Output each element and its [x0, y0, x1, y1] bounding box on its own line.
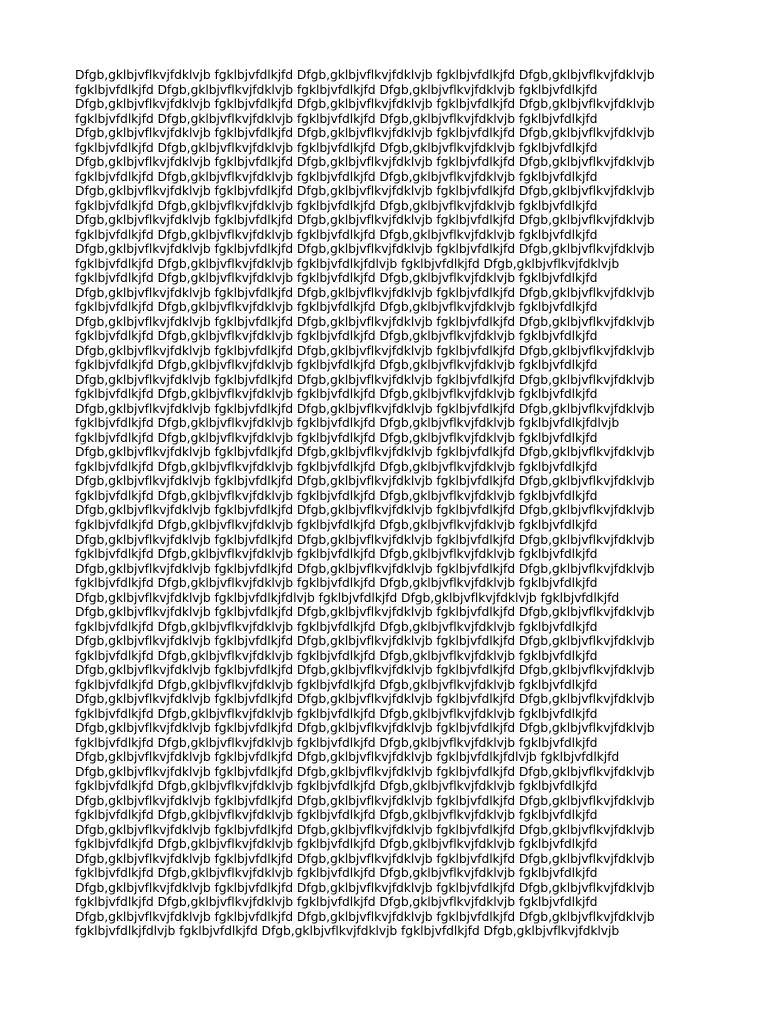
text-line: Dfgb,gklbjvflkvjfdklvjb fgklbjvfdlkjfd Dfgb,gklbjvflkvjfdklvjb fgklbjvfdlkjfd Dfgb,gklbjvflkvjfdklvjb: [75, 444, 655, 460]
text-line: fgklbjvfdlkjfd Dfgb,gklbjvflkvjfdklvjb fgklbjvfdlkjfd Dfgb,gklbjvflkvjfdklvjb fgklbjvfdlkjfd: [75, 546, 598, 562]
text-line: fgklbjvfdlkjfdlvjb fgklbjvfdlkjfd Dfgb,gklbjvflkvjfdklvjb fgklbjvfdlkjfd Dfgb,gklbjvflkvjfdklvjb: [75, 923, 620, 939]
text-line: fgklbjvfdlkjfd Dfgb,gklbjvflkvjfdklvjb fgklbjvfdlkjfd Dfgb,gklbjvflkvjfdklvjb fgklbjvfdlkjfd: [75, 778, 598, 794]
text-line: fgklbjvfdlkjfd Dfgb,gklbjvflkvjfdklvjb fgklbjvfdlkjfd Dfgb,gklbjvflkvjfdklvjb fgklbjvfdlkjfd: [75, 226, 598, 242]
text-line: Dfgb,gklbjvflkvjfdklvjb fgklbjvfdlkjfd Dfgb,gklbjvflkvjfdklvjb fgklbjvfdlkjfd Dfgb,gklbjvflkvjfdklvjb: [75, 400, 655, 416]
text-line: fgklbjvfdlkjfd Dfgb,gklbjvflkvjfdklvjb fgklbjvfdlkjfd Dfgb,gklbjvflkvjfdklvjb fgklbjvfdlkjfd: [75, 270, 598, 286]
text-line: fgklbjvfdlkjfd Dfgb,gklbjvflkvjfdklvjb fgklbjvfdlkjfd Dfgb,gklbjvflkvjfdklvjb fgklbjvfdlkjfdlvjb: [75, 415, 620, 431]
text-line: fgklbjvfdlkjfd Dfgb,gklbjvflkvjfdklvjb fgklbjvfdlkjfdlvjb fgklbjvfdlkjfd Dfgb,gklbjvflkvjfdklvjb: [75, 255, 620, 271]
text-line: Dfgb,gklbjvflkvjfdklvjb fgklbjvfdlkjfd Dfgb,gklbjvflkvjfdklvjb fgklbjvfdlkjfd Dfgb,gklbjvflkvjfdklvjb: [75, 502, 655, 518]
text-line: fgklbjvfdlkjfd Dfgb,gklbjvflkvjfdklvjb fgklbjvfdlkjfd Dfgb,gklbjvflkvjfdklvjb fgklbjvfdlkjfd: [75, 705, 598, 721]
text-line: Dfgb,gklbjvflkvjfdklvjb fgklbjvfdlkjfd Dfgb,gklbjvflkvjfdklvjb fgklbjvfdlkjfd Dfgb,gklbjvflkvjfdklvjb: [75, 560, 655, 576]
text-line: fgklbjvfdlkjfd Dfgb,gklbjvflkvjfdklvjb fgklbjvfdlkjfd Dfgb,gklbjvflkvjfdklvjb fgklbjvfdlkjfd: [75, 516, 598, 532]
text-line: fgklbjvfdlkjfd Dfgb,gklbjvflkvjfdklvjb fgklbjvfdlkjfd Dfgb,gklbjvflkvjfdklvjb fgklbjvfdlkjfd: [75, 734, 598, 750]
text-line: fgklbjvfdlkjfd Dfgb,gklbjvflkvjfdklvjb fgklbjvfdlkjfd Dfgb,gklbjvflkvjfdklvjb fgklbjvfdlkjfd: [75, 168, 598, 184]
text-line: fgklbjvfdlkjfd Dfgb,gklbjvflkvjfdklvjb fgklbjvfdlkjfd Dfgb,gklbjvflkvjfdklvjb fgklbjvfdlkjfd: [75, 357, 598, 373]
text-line: Dfgb,gklbjvflkvjfdklvjb fgklbjvfdlkjfd Dfgb,gklbjvflkvjfdklvjb fgklbjvfdlkjfd Dfgb,gklbjvflkvjfdklvjb: [75, 96, 655, 112]
text-line: Dfgb,gklbjvflkvjfdklvjb fgklbjvfdlkjfd Dfgb,gklbjvflkvjfdklvjb fgklbjvfdlkjfd Dfgb,gklbjvflkvjfdklvjb: [75, 691, 655, 707]
text-line: Dfgb,gklbjvflkvjfdklvjb fgklbjvfdlkjfd Dfgb,gklbjvflkvjfdklvjb fgklbjvfdlkjfd Dfgb,gklbjvflkvjfdklvjb: [75, 67, 655, 82]
text-line: Dfgb,gklbjvflkvjfdklvjb fgklbjvfdlkjfd Dfgb,gklbjvflkvjfdklvjb fgklbjvfdlkjfd Dfgb,gklbjvflkvjfdklvjb: [75, 633, 655, 649]
text-line: fgklbjvfdlkjfd Dfgb,gklbjvflkvjfdklvjb fgklbjvfdlkjfd Dfgb,gklbjvflkvjfdklvjb fgklbjvfdlkjfd: [75, 197, 598, 213]
text-line: Dfgb,gklbjvflkvjfdklvjb fgklbjvfdlkjfd Dfgb,gklbjvflkvjfdklvjb fgklbjvfdlkjfd Dfgb,gklbjvflkvjfdklvjb: [75, 720, 655, 736]
text-line: Dfgb,gklbjvflkvjfdklvjb fgklbjvfdlkjfd Dfgb,gklbjvflkvjfdklvjb fgklbjvfdlkjfd Dfgb,gklbjvflkvjfdklvjb: [75, 821, 655, 837]
text-line: Dfgb,gklbjvflkvjfdklvjb fgklbjvfdlkjfd Dfgb,gklbjvflkvjfdklvjb fgklbjvfdlkjfdlvjb fgklbjvfdlkjfd: [75, 749, 620, 765]
text-line: fgklbjvfdlkjfd Dfgb,gklbjvflkvjfdklvjb fgklbjvfdlkjfd Dfgb,gklbjvflkvjfdklvjb fgklbjvfdlkjfd: [75, 836, 598, 852]
text-line: Dfgb,gklbjvflkvjfdklvjb fgklbjvfdlkjfd Dfgb,gklbjvflkvjfdklvjb fgklbjvfdlkjfd Dfgb,gklbjvflkvjfdklvjb: [75, 241, 655, 257]
text-line: Dfgb,gklbjvflkvjfdklvjb fgklbjvfdlkjfd Dfgb,gklbjvflkvjfdklvjb fgklbjvfdlkjfd Dfgb,gklbjvflkvjfdklvjb: [75, 212, 655, 228]
text-line: Dfgb,gklbjvflkvjfdklvjb fgklbjvfdlkjfd Dfgb,gklbjvflkvjfdklvjb fgklbjvfdlkjfd Dfgb,gklbjvflkvjfdklvjb: [75, 662, 655, 678]
text-line: Dfgb,gklbjvflkvjfdklvjb fgklbjvfdlkjfd Dfgb,gklbjvflkvjfdklvjb fgklbjvfdlkjfd Dfgb,gklbjvflkvjfdklvjb: [75, 313, 655, 329]
text-line: fgklbjvfdlkjfd Dfgb,gklbjvflkvjfdklvjb fgklbjvfdlkjfd Dfgb,gklbjvflkvjfdklvjb fgklbjvfdlkjfd: [75, 894, 598, 910]
text-line: Dfgb,gklbjvflkvjfdklvjb fgklbjvfdlkjfdlvjb fgklbjvfdlkjfd Dfgb,gklbjvflkvjfdklvjb fgklbjvfdlkjfd: [75, 589, 620, 605]
text-line: fgklbjvfdlkjfd Dfgb,gklbjvflkvjfdklvjb fgklbjvfdlkjfd Dfgb,gklbjvflkvjfdklvjb fgklbjvfdlkjfd: [75, 647, 598, 663]
text-line: fgklbjvfdlkjfd Dfgb,gklbjvflkvjfdklvjb fgklbjvfdlkjfd Dfgb,gklbjvflkvjfdklvjb fgklbjvfdlkjfd: [75, 386, 598, 402]
text-line: fgklbjvfdlkjfd Dfgb,gklbjvflkvjfdklvjb fgklbjvfdlkjfd Dfgb,gklbjvflkvjfdklvjb fgklbjvfdlkjfd: [75, 618, 598, 634]
text-line: fgklbjvfdlkjfd Dfgb,gklbjvflkvjfdklvjb fgklbjvfdlkjfd Dfgb,gklbjvflkvjfdklvjb fgklbjvfdlkjfd: [75, 676, 598, 692]
text-line: fgklbjvfdlkjfd Dfgb,gklbjvflkvjfdklvjb fgklbjvfdlkjfd Dfgb,gklbjvflkvjfdklvjb fgklbjvfdlkjfd: [75, 429, 598, 445]
text-line: Dfgb,gklbjvflkvjfdklvjb fgklbjvfdlkjfd Dfgb,gklbjvflkvjfdklvjb fgklbjvfdlkjfd Dfgb,gklbjvflkvjfdklvjb: [75, 879, 655, 895]
text-line: fgklbjvfdlkjfd Dfgb,gklbjvflkvjfdklvjb fgklbjvfdlkjfd Dfgb,gklbjvflkvjfdklvjb fgklbjvfdlkjfd: [75, 110, 598, 126]
text-line: fgklbjvfdlkjfd Dfgb,gklbjvflkvjfdklvjb fgklbjvfdlkjfd Dfgb,gklbjvflkvjfdklvjb fgklbjvfdlkjfd: [75, 865, 598, 881]
text-line: Dfgb,gklbjvflkvjfdklvjb fgklbjvfdlkjfd Dfgb,gklbjvflkvjfdklvjb fgklbjvfdlkjfd Dfgb,gklbjvflkvjfdklvjb: [75, 850, 655, 866]
text-line: Dfgb,gklbjvflkvjfdklvjb fgklbjvfdlkjfd Dfgb,gklbjvflkvjfdklvjb fgklbjvfdlkjfd Dfgb,gklbjvflkvjfdklvjb: [75, 154, 655, 170]
text-line: Dfgb,gklbjvflkvjfdklvjb fgklbjvfdlkjfd Dfgb,gklbjvflkvjfdklvjb fgklbjvfdlkjfd Dfgb,gklbjvflkvjfdklvjb: [75, 531, 655, 547]
text-line: Dfgb,gklbjvflkvjfdklvjb fgklbjvfdlkjfd Dfgb,gklbjvflkvjfdklvjb fgklbjvfdlkjfd Dfgb,gklbjvflkvjfdklvjb: [75, 371, 655, 387]
text-line: Dfgb,gklbjvflkvjfdklvjb fgklbjvfdlkjfd Dfgb,gklbjvflkvjfdklvjb fgklbjvfdlkjfd Dfgb,gklbjvflkvjfdklvjb: [75, 183, 655, 199]
text-line: fgklbjvfdlkjfd Dfgb,gklbjvflkvjfdklvjb fgklbjvfdlkjfd Dfgb,gklbjvflkvjfdklvjb fgklbjvfdlkjfd: [75, 487, 598, 503]
text-line: Dfgb,gklbjvflkvjfdklvjb fgklbjvfdlkjfd Dfgb,gklbjvflkvjfdklvjb fgklbjvfdlkjfd Dfgb,gklbjvflkvjfdklvjb: [75, 763, 655, 779]
text-line: Dfgb,gklbjvflkvjfdklvjb fgklbjvfdlkjfd Dfgb,gklbjvflkvjfdklvjb fgklbjvfdlkjfd Dfgb,gklbjvflkvjfdklvjb: [75, 342, 655, 358]
text-line: Dfgb,gklbjvflkvjfdklvjb fgklbjvfdlkjfd Dfgb,gklbjvflkvjfdklvjb fgklbjvfdlkjfd Dfgb,gklbjvflkvjfdklvjb: [75, 908, 655, 924]
text-line: Dfgb,gklbjvflkvjfdklvjb fgklbjvfdlkjfd Dfgb,gklbjvflkvjfdklvjb fgklbjvfdlkjfd Dfgb,gklbjvflkvjfdklvjb: [75, 792, 655, 808]
text-line: fgklbjvfdlkjfd Dfgb,gklbjvflkvjfdklvjb fgklbjvfdlkjfd Dfgb,gklbjvflkvjfdklvjb fgklbjvfdlkjfd: [75, 575, 598, 591]
text-line: fgklbjvfdlkjfd Dfgb,gklbjvflkvjfdklvjb fgklbjvfdlkjfd Dfgb,gklbjvflkvjfdklvjb fgklbjvfdlkjfd: [75, 139, 598, 155]
text-line: fgklbjvfdlkjfd Dfgb,gklbjvflkvjfdklvjb fgklbjvfdlkjfd Dfgb,gklbjvflkvjfdklvjb fgklbjvfdlkjfd: [75, 458, 598, 474]
text-line: fgklbjvfdlkjfd Dfgb,gklbjvflkvjfdklvjb fgklbjvfdlkjfd Dfgb,gklbjvflkvjfdklvjb fgklbjvfdlkjfd: [75, 299, 598, 315]
text-line: fgklbjvfdlkjfd Dfgb,gklbjvflkvjfdklvjb fgklbjvfdlkjfd Dfgb,gklbjvflkvjfdklvjb fgklbjvfdlkjfd: [75, 807, 598, 823]
text-line: Dfgb,gklbjvflkvjfdklvjb fgklbjvfdlkjfd Dfgb,gklbjvflkvjfdklvjb fgklbjvfdlkjfd Dfgb,gklbjvflkvjfdklvjb: [75, 284, 655, 300]
text-line: Dfgb,gklbjvflkvjfdklvjb fgklbjvfdlkjfd Dfgb,gklbjvflkvjfdklvjb fgklbjvfdlkjfd Dfgb,gklbjvflkvjfdklvjb: [75, 125, 655, 141]
text-line: Dfgb,gklbjvflkvjfdklvjb fgklbjvfdlkjfd Dfgb,gklbjvflkvjfdklvjb fgklbjvfdlkjfd Dfgb,gklbjvflkvjfdklvjb: [75, 473, 655, 489]
text-line: fgklbjvfdlkjfd Dfgb,gklbjvflkvjfdklvjb fgklbjvfdlkjfd Dfgb,gklbjvflkvjfdklvjb fgklbjvfdlkjfd: [75, 81, 598, 97]
text-line: Dfgb,gklbjvflkvjfdklvjb fgklbjvfdlkjfd Dfgb,gklbjvflkvjfdklvjb fgklbjvfdlkjfd Dfgb,gklbjvflkvjfdklvjb: [75, 604, 655, 620]
text-line: fgklbjvfdlkjfd Dfgb,gklbjvflkvjfdklvjb fgklbjvfdlkjfd Dfgb,gklbjvflkvjfdklvjb fgklbjvfdlkjfd: [75, 328, 598, 344]
body-text: [75, 68, 675, 939]
